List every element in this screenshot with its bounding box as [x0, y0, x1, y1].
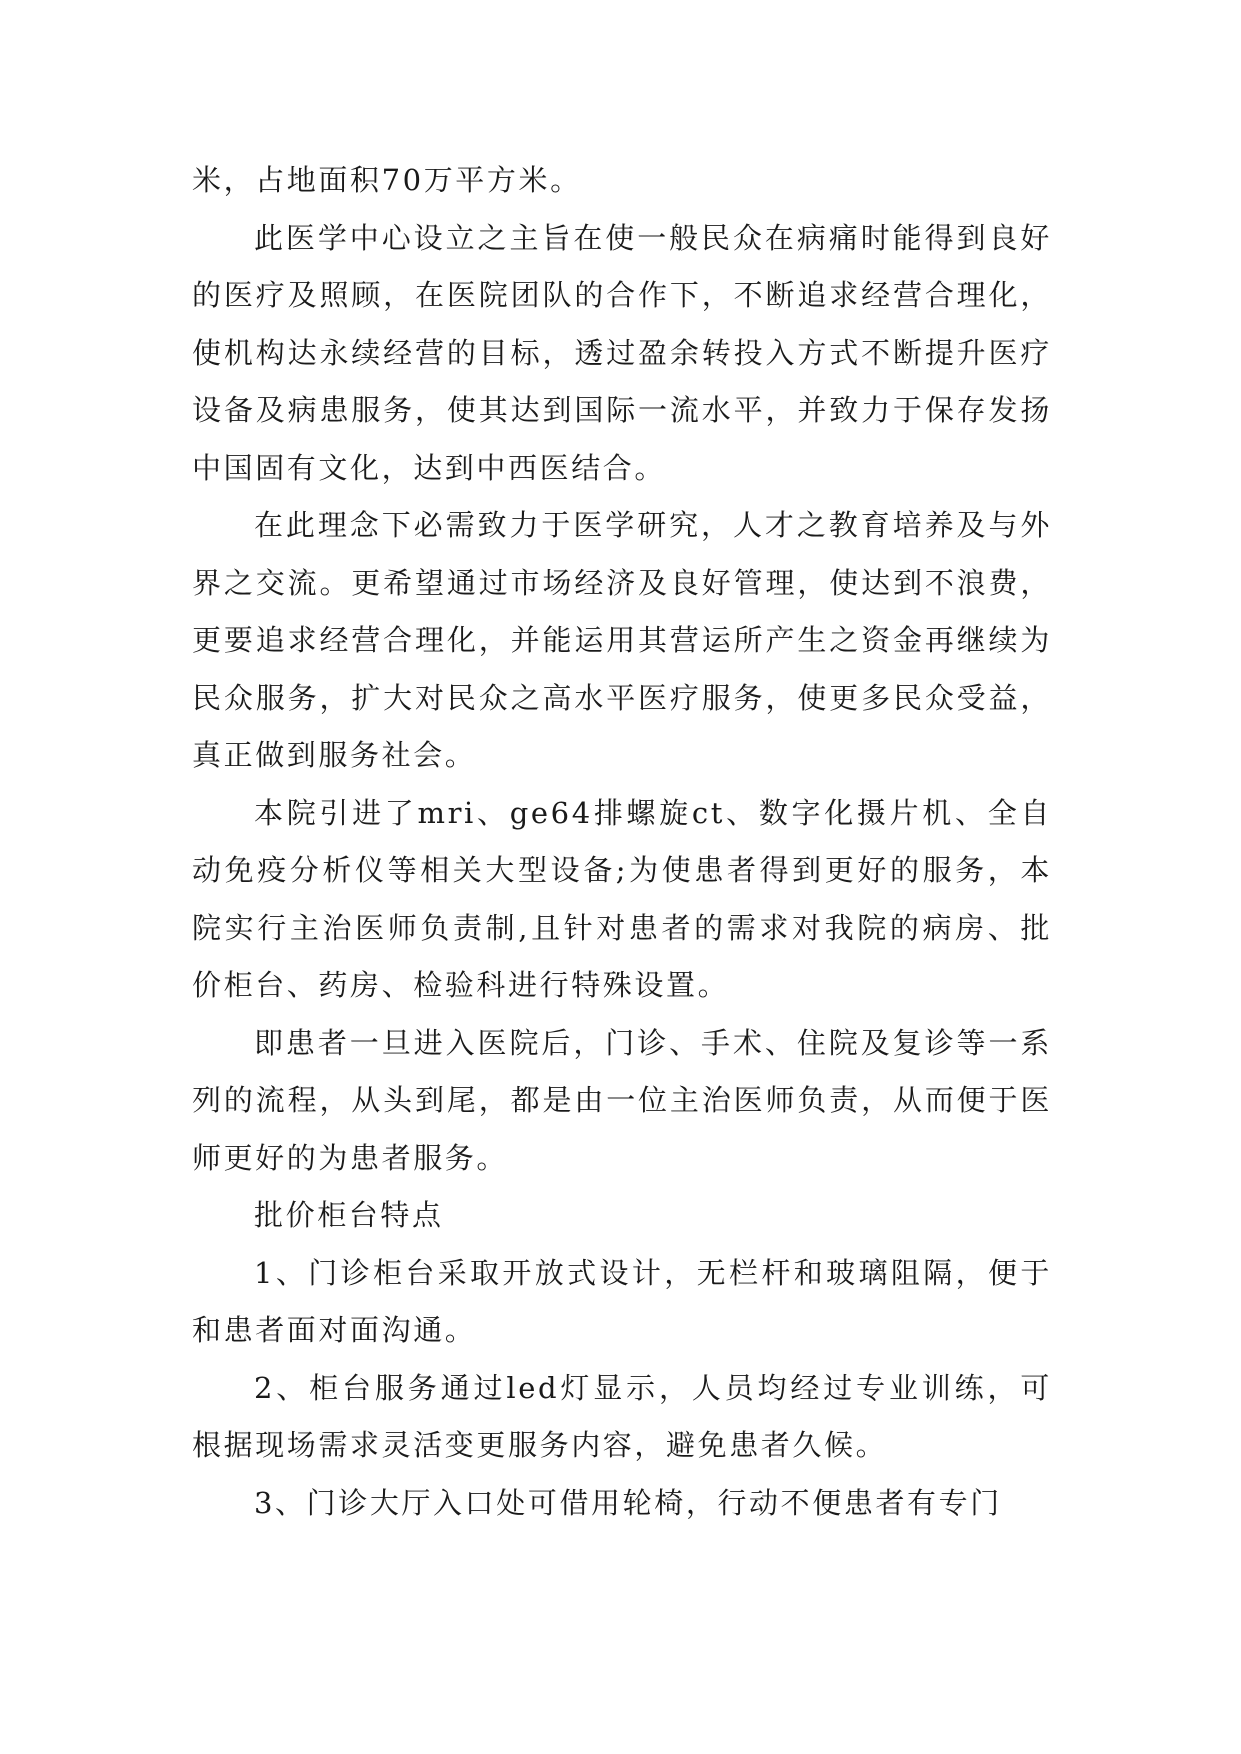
paragraph-5: 即患者一旦进入医院后，门诊、手术、住院及复诊等一系列的流程，从头到尾，都是由一位主治医师负责，从而便于医师更好的为患者服务。 [192, 1025, 1052, 1175]
paragraph-2: 此医学中心设立之主旨在使一般民众在病痛时能得到良好的医疗及照顾，在医院团队的合作下，不断追求经营合理化，使机构达永续经营的目标，透过盈余转投入方式不断提升医疗设备及病患服务，使其达到国际一流水平，并致力于保存发扬中国固有文化，达到中西医结合。 [192, 220, 1052, 485]
paragraph-1: 米，占地面积70万平方米。 [192, 163, 582, 197]
list-item-2: 2、柜台服务通过led灯显示，人员均经过专业训练，可根据现场需求灵活变更服务内容，避免患者久候。 [192, 1370, 1052, 1462]
paragraph-3: 在此理念下必需致力于医学研究，人才之教育培养及与外界之交流。更希望通过市场经济及良好管理，使达到不浪费，更要追求经营合理化，并能运用其营运所产生之资金再继续为民众服务，扩大对民众之高水平医疗服务，使更多民众受益，真正做到服务社会。 [192, 508, 1052, 772]
section-heading: 批价柜台特点 [254, 1198, 444, 1232]
document-body [192, 152, 1052, 1532]
paragraph-4: 本院引进了mri、ge64排螺旋ct、数字化摄片机、全自动免疫分析仪等相关大型设备;为使患者得到更好的服务，本院实行主治医师负责制,且针对患者的需求对我院的病房、批价柜台、药房、检验科进行特殊设置。 [192, 795, 1052, 1002]
list-item-1: 1、门诊柜台采取开放式设计，无栏杆和玻璃阻隔，便于和患者面对面沟通。 [192, 1255, 1052, 1347]
list-item-3: 3、门诊大厅入口处可借用轮椅，行动不便患者有专门 [254, 1485, 1002, 1520]
